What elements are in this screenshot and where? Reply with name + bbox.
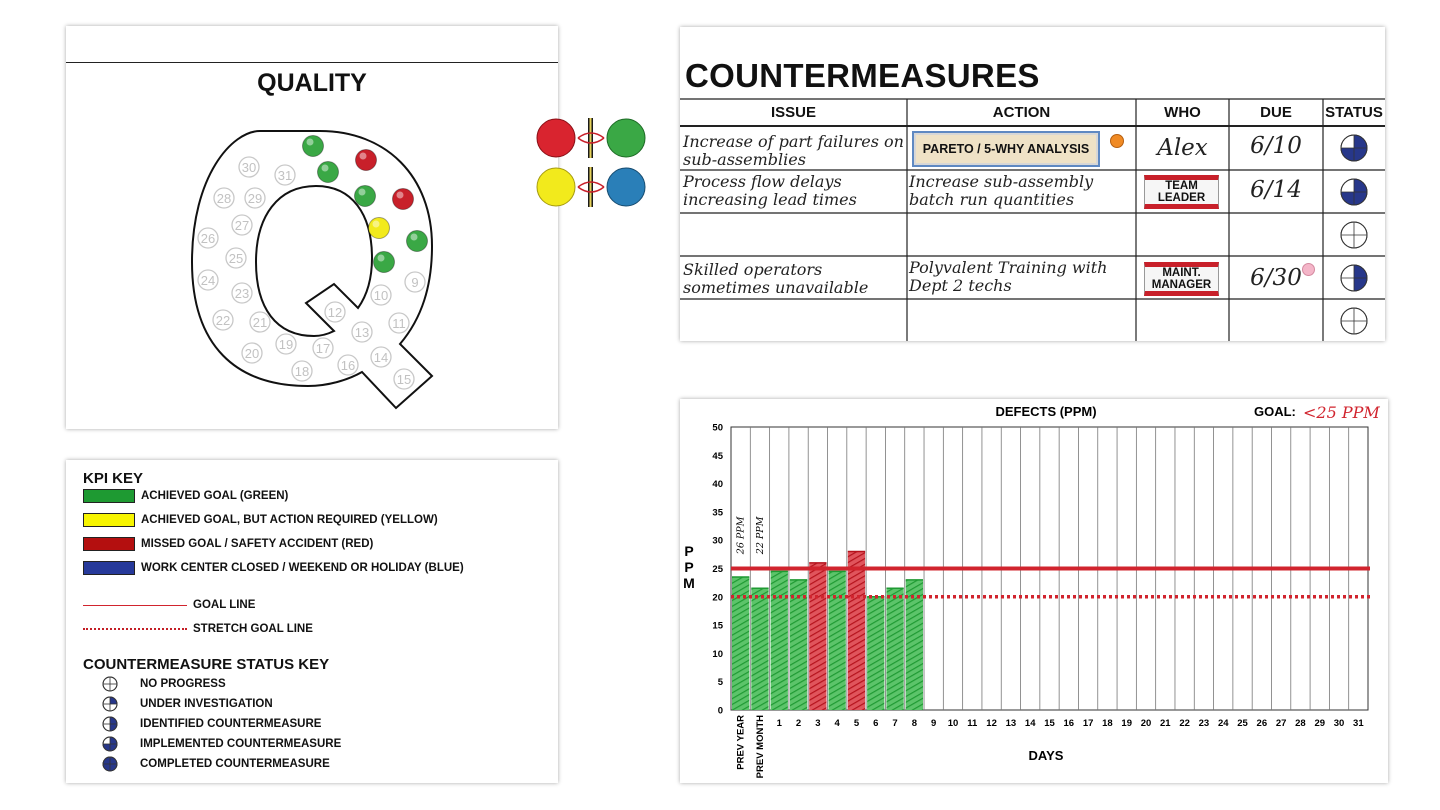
bar-3	[809, 563, 826, 710]
x-tick-label: PREV YEAR	[735, 715, 747, 770]
kpi-key-title: KPI KEY	[83, 470, 144, 487]
x-tick-label: 16	[1063, 718, 1075, 729]
x-tick-label: 15	[1044, 718, 1055, 729]
day-number: 13	[354, 325, 370, 340]
day-number: 17	[315, 341, 331, 356]
x-tick-label: 14	[1024, 718, 1036, 729]
day-magnet-green	[374, 252, 395, 273]
x-tick-label: 20	[1140, 718, 1152, 729]
x-tick-label: 10	[947, 718, 959, 729]
day-number: 18	[294, 364, 310, 379]
goal-line-sample	[83, 605, 187, 606]
y-tick-label: 0	[717, 705, 723, 717]
day-circle-empty	[352, 322, 372, 342]
day-number: 14	[373, 350, 389, 365]
day-number: 24	[200, 273, 216, 288]
x-tick-label: 7	[892, 718, 898, 729]
q-letter-outline	[192, 131, 432, 408]
goal-value: <25 PPM	[1303, 403, 1380, 422]
x-tick-label: 18	[1102, 718, 1113, 729]
stretch-goal-line-label: STRETCH GOAL LINE	[193, 623, 313, 635]
x-tick-label: 30	[1333, 718, 1345, 729]
day-number: 10	[373, 288, 389, 303]
y-axis-label-letter: P	[684, 559, 694, 575]
status-full-icon	[103, 757, 117, 771]
day-circle-empty	[213, 310, 233, 330]
goal-label: GOAL:	[1254, 404, 1296, 419]
day-circle-empty	[405, 272, 425, 292]
day-number: 22	[215, 313, 231, 328]
goal-line-label: GOAL LINE	[193, 599, 256, 611]
y-tick-label: 30	[712, 535, 723, 547]
x-tick-label: 26	[1256, 718, 1268, 729]
blue-magnet	[607, 168, 645, 206]
status-quarter-icon	[103, 697, 117, 711]
day-magnet-green	[407, 231, 428, 252]
day-circle-empty	[313, 338, 333, 358]
kpi-key-label: ACHIEVED GOAL (GREEN)	[141, 490, 289, 502]
defects-chart	[680, 399, 1388, 783]
bar-2	[790, 580, 807, 710]
x-tick-label: 29	[1314, 718, 1326, 729]
x-tick-label: 1	[776, 718, 782, 729]
status-key-label: UNDER INVESTIGATION	[140, 698, 273, 710]
bar-data-label: 22 PPM	[754, 516, 766, 555]
column-header-issue: ISSUE	[770, 103, 816, 121]
y-tick-label: 20	[712, 592, 723, 604]
y-tick-label: 35	[712, 507, 723, 519]
day-number: 19	[278, 337, 294, 352]
who-magnet: TEAM LEADER	[1144, 175, 1219, 209]
action-cell: Increase sub-assembly batch run quantities	[909, 172, 1094, 209]
day-circle-empty	[394, 369, 414, 389]
day-circle-empty	[232, 215, 252, 235]
day-circle-empty	[198, 270, 218, 290]
bar-1	[771, 571, 788, 710]
due-cell: 6/14	[1250, 177, 1302, 203]
day-magnet-red	[356, 150, 377, 171]
issue-cell: Skilled operators sometimes unavailable	[683, 260, 869, 297]
status-key-item	[102, 676, 226, 692]
day-number: 26	[200, 231, 216, 246]
status-key-label: COMPLETED COUNTERMEASURE	[140, 758, 330, 770]
key-panel	[66, 460, 558, 783]
y-tick-label: 10	[712, 648, 723, 660]
x-tick-label: 11	[967, 718, 978, 729]
status-key-item	[102, 716, 321, 732]
y-tick-label: 45	[712, 450, 723, 462]
x-axis-label: DAYS	[1028, 748, 1064, 763]
day-number: 27	[234, 218, 250, 233]
orange-dot-marker	[1110, 134, 1124, 148]
column-header-action: ACTION	[992, 103, 1051, 121]
bar-5	[848, 552, 865, 710]
bar-4	[829, 571, 846, 710]
column-header-due: DUE	[1260, 103, 1292, 121]
status-key-item	[102, 736, 341, 752]
x-tick-label: 13	[1005, 718, 1017, 729]
day-circle-empty	[325, 302, 345, 322]
due-cell: 6/30	[1250, 265, 1302, 291]
day-circle-empty	[250, 312, 270, 332]
action-cell: Polyvalent Training with Dept 2 techs	[909, 258, 1108, 295]
y-tick-label: 25	[712, 564, 723, 575]
day-number: 11	[392, 316, 406, 331]
magnet-swap-legend	[534, 114, 650, 212]
day-circle-empty	[239, 157, 259, 177]
status-key-item	[102, 756, 330, 772]
pink-dot-marker	[1302, 263, 1315, 276]
kpi-key-label: WORK CENTER CLOSED / WEEKEND OR HOLIDAY (BLUE)	[141, 562, 464, 574]
day-magnet-green	[355, 186, 376, 207]
bar-data-label: 26 PPM	[735, 516, 747, 555]
day-magnet-green	[318, 162, 339, 183]
kpi-swatch-green	[83, 489, 135, 503]
day-circle-empty	[371, 347, 391, 367]
kpi-swatch-red	[83, 537, 135, 551]
x-tick-label: 4	[834, 718, 840, 729]
x-tick-label: 9	[931, 718, 937, 729]
day-magnet-yellow	[369, 218, 390, 239]
day-circle-empty	[232, 283, 252, 303]
status-key-item	[102, 696, 273, 712]
x-tick-label: PREV MONTH	[754, 715, 766, 779]
day-number: 21	[252, 315, 268, 330]
countermeasure-status-key-title: COUNTERMEASURE STATUS KEY	[83, 656, 330, 673]
day-circle-empty	[275, 165, 295, 185]
bar-prev-month	[751, 588, 768, 710]
status-three-quarter-icon	[103, 737, 117, 751]
x-tick-label: 23	[1198, 718, 1210, 729]
day-circle-empty	[214, 188, 234, 208]
issue-cell: Increase of part failures on sub-assemblies	[683, 132, 904, 169]
day-circle-empty	[198, 228, 218, 248]
x-tick-label: 2	[795, 718, 802, 729]
who-magnet: MAINT. MANAGER	[1144, 262, 1219, 296]
bar-8	[906, 580, 923, 710]
y-tick-label: 50	[712, 422, 723, 434]
kpi-key-item	[83, 512, 438, 528]
status-key-label: IMPLEMENTED COUNTERMEASURE	[140, 738, 342, 750]
day-number: 9	[411, 275, 419, 290]
x-tick-label: 28	[1295, 718, 1306, 729]
day-number: 12	[327, 305, 343, 320]
day-circle-empty	[242, 343, 262, 363]
bar-6	[867, 597, 884, 710]
who-cell: Alex	[1157, 135, 1208, 161]
y-tick-label: 5	[717, 677, 723, 689]
day-magnet-green	[303, 136, 324, 157]
y-axis-label-letter: M	[683, 575, 695, 591]
status-key-label: IDENTIFIED COUNTERMEASURE	[140, 718, 322, 730]
countermeasures-panel	[680, 27, 1385, 341]
day-number: 23	[234, 286, 250, 301]
column-header-who: WHO	[1164, 103, 1201, 121]
day-number: 20	[244, 346, 260, 361]
x-tick-label: 3	[815, 718, 821, 729]
day-circle-empty	[276, 334, 296, 354]
kpi-swatch-blue	[83, 561, 135, 575]
day-circle-empty	[292, 361, 312, 381]
day-number: 15	[396, 372, 412, 387]
y-axis-label	[683, 543, 695, 591]
x-tick-label: 17	[1082, 718, 1094, 729]
day-number: 31	[277, 168, 293, 183]
status-none-icon	[103, 677, 117, 691]
day-number: 29	[247, 191, 263, 206]
action-magnet: PARETO / 5-WHY ANALYSIS	[912, 131, 1100, 167]
quality-title: QUALITY	[257, 69, 367, 97]
x-tick-label: 22	[1179, 718, 1190, 729]
day-circle-empty	[338, 355, 358, 375]
day-circle-empty	[245, 188, 265, 208]
y-tick-label: 15	[712, 620, 723, 632]
red-magnet	[537, 119, 575, 157]
status-half-icon	[103, 717, 117, 731]
goal-line-key	[83, 599, 255, 611]
day-number: 28	[216, 191, 232, 206]
kpi-key-item	[83, 536, 373, 552]
day-circle-empty	[371, 285, 391, 305]
x-tick-label: 5	[853, 718, 860, 729]
y-axis-label-letter: P	[684, 543, 694, 559]
x-tick-label: 19	[1121, 718, 1133, 729]
countermeasures-title: COUNTERMEASURES	[685, 57, 1040, 94]
kpi-swatch-yellow	[83, 513, 135, 527]
stretch-goal-line-key	[83, 623, 313, 635]
kpi-key-label: MISSED GOAL / SAFETY ACCIDENT (RED)	[141, 538, 374, 550]
bar-prev-year	[732, 577, 749, 710]
x-tick-label: 27	[1275, 718, 1287, 729]
day-circle-empty	[226, 248, 246, 268]
column-header-status: STATUS	[1325, 103, 1383, 121]
x-tick-label: 25	[1237, 718, 1248, 729]
x-tick-label: 21	[1160, 718, 1171, 729]
y-tick-label: 40	[712, 479, 723, 491]
quality-panel	[66, 26, 558, 429]
defects-chart-panel	[680, 399, 1388, 783]
kpi-key-item	[83, 560, 464, 576]
day-number: 30	[241, 160, 257, 175]
day-number: 16	[340, 358, 356, 373]
status-key-label: NO PROGRESS	[140, 678, 226, 690]
chart-title: DEFECTS (PPM)	[995, 404, 1097, 419]
issue-cell: Process flow delays increasing lead times	[683, 172, 857, 209]
kpi-key-item	[83, 488, 288, 504]
day-magnet-red	[393, 189, 414, 210]
kpi-key-label: ACHIEVED GOAL, BUT ACTION REQUIRED (YELLOW)	[141, 514, 438, 526]
green-magnet	[607, 119, 645, 157]
stretch-goal-line-sample	[83, 628, 187, 630]
due-cell: 6/10	[1250, 133, 1302, 159]
x-tick-label: 31	[1353, 718, 1364, 729]
day-circle-empty	[389, 313, 409, 333]
x-tick-label: 8	[911, 718, 918, 729]
quality-q-letter-tracker	[66, 26, 558, 429]
x-tick-label: 6	[873, 718, 879, 729]
day-number: 25	[228, 251, 244, 266]
bar-7	[886, 588, 903, 710]
x-tick-label: 12	[986, 718, 997, 729]
yellow-magnet	[537, 168, 575, 206]
x-tick-label: 24	[1217, 718, 1229, 729]
